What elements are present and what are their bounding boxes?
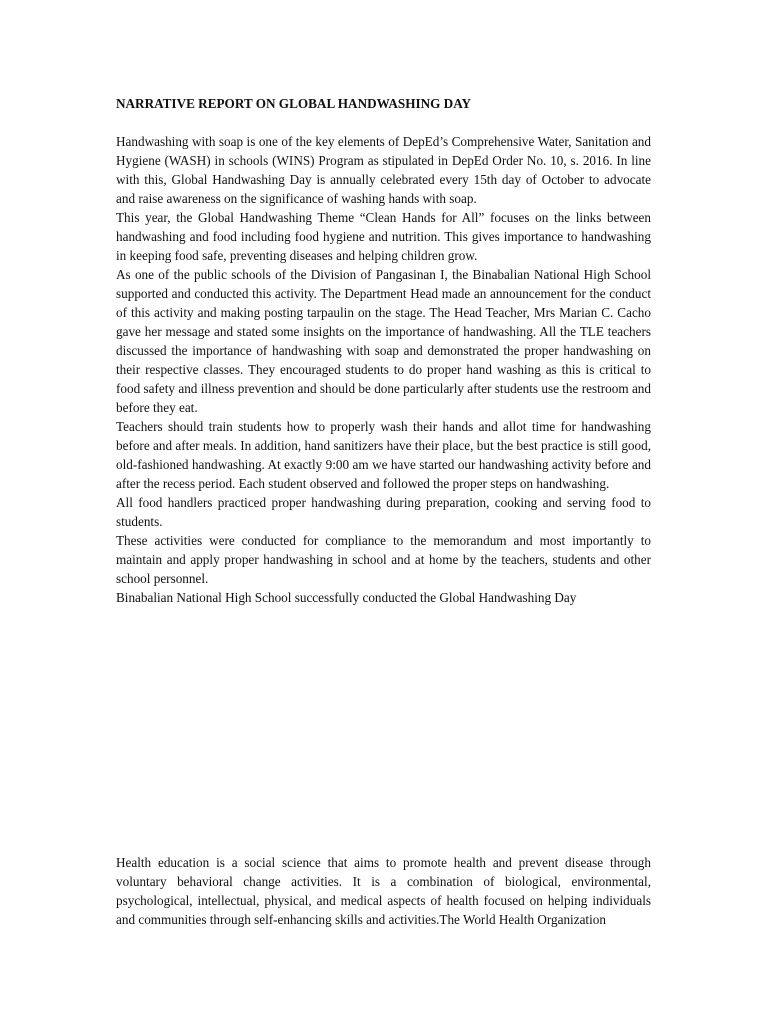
paragraph-theme: This year, the Global Handwashing Theme “Clean Hands for All” focuses on the links between handwashing and food including food hygiene and nutrition. This gives importance to handwashing in keeping food safe, preventing diseases and helping children grow. bbox=[116, 210, 651, 263]
document-title: NARRATIVE REPORT ON GLOBAL HANDWASHING DAY bbox=[116, 96, 472, 111]
paragraph-wash-program: Handwashing with soap is one of the key elements of DepEd’s Comprehensive Water, Sanitation and Hygiene (WASH) in schools (WINS) Program as stipulated in DepEd Order No. 10, s. 2016. In line with this, Global Handwashing Day is annually celebrated every 15th day of October to advocate and raise awareness on the significance of washing hands with soap. bbox=[116, 134, 651, 206]
paragraph-compliance: These activities were conducted for compliance to the memorandum and most importantly to maintain and apply proper handwashing in school and at home by the teachers, students and other school personnel. bbox=[116, 533, 651, 586]
paragraph-conclusion: Binabalian National High School successfully conducted the Global Handwashing Day bbox=[116, 590, 577, 605]
paragraph-teacher-training: Teachers should train students how to properly wash their hands and allot time for handwashing before and after meals. In addition, hand sanitizers have their place, but the best practice is still good, old-fashioned handwashing. At exactly 9:00 am we have started our handwashing activity before and after the recess period. Each student observed and followed the proper steps on handwashing. bbox=[116, 419, 651, 491]
paragraph-food-handlers: All food handlers practiced proper handwashing during preparation, cooking and serving food to students. bbox=[116, 495, 651, 529]
report-body bbox=[116, 132, 651, 607]
paragraph-school-activity: As one of the public schools of the Division of Pangasinan I, the Binabalian National High School supported and conducted this activity. The Department Head made an announcement for the conduct of this activity and making posting tarpaulin on the stage. The Head Teacher, Mrs Marian C. Cacho gave her message and stated some insights on the importance of handwashing. All the TLE teachers discussed the importance of handwashing with soap and demonstrated the proper handwashing on their respective classes. They encouraged students to do proper hand washing as this is critical to food safety and illness prevention and should be done particularly after students use the restroom and before they eat. bbox=[116, 267, 651, 415]
health-education-section bbox=[116, 853, 651, 929]
paragraph-health-education: Health education is a social science that aims to promote health and prevent disease through voluntary behavioral change activities. It is a combination of biological, environmental, psychological, intellectual, physical, and medical aspects of health focused on helping individuals and communities through self-enhancing skills and activities.The World Health Organization bbox=[116, 855, 651, 927]
